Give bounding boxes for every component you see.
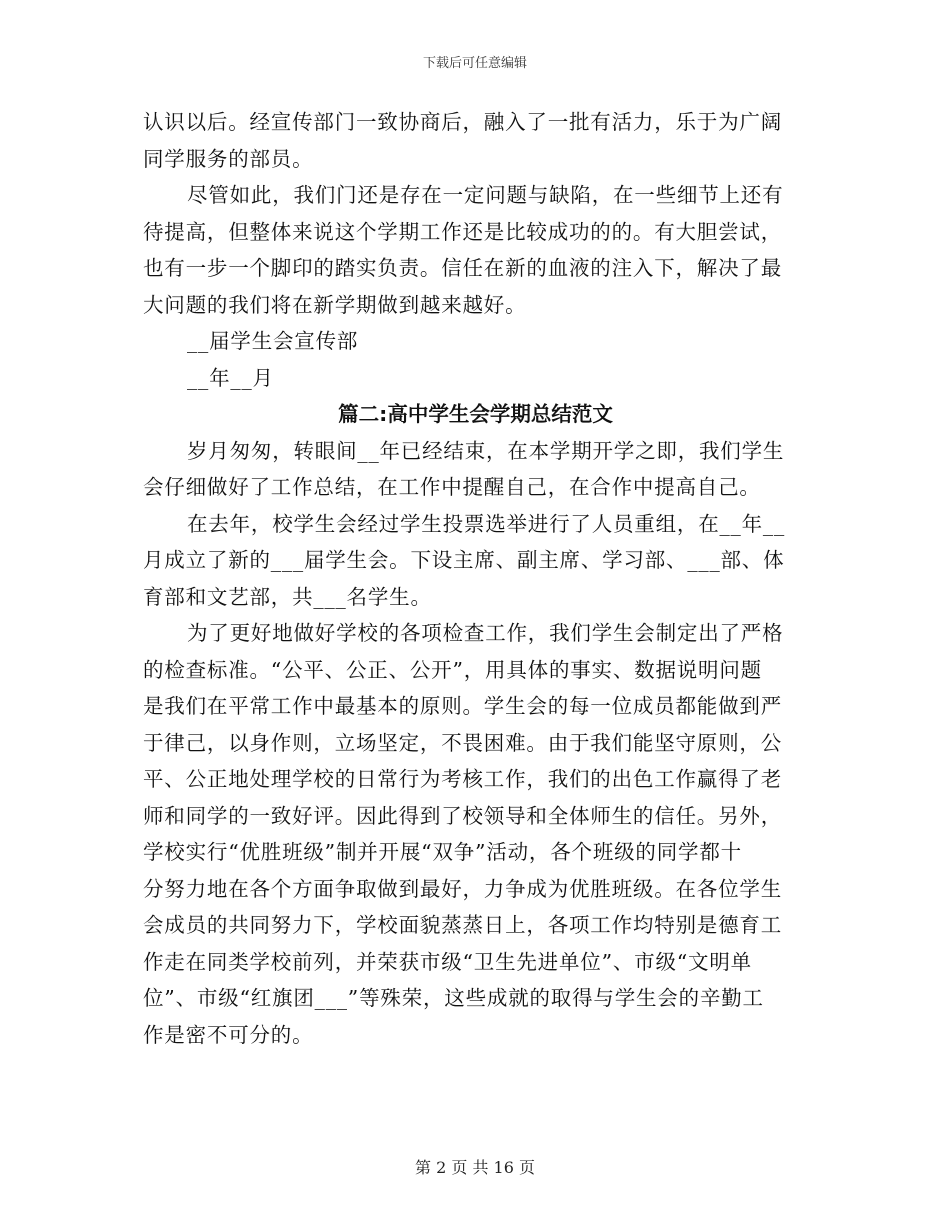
text-line: 的检查标准。“公平、公正、公开”，用具体的事实、数据说明问题 <box>143 657 762 682</box>
text-line: __届学生会宣传部 <box>187 329 359 353</box>
text-line: 育部和文艺部，共___名学生。 <box>143 584 432 609</box>
page-header: 下载后可任意编辑 <box>422 56 527 71</box>
text-line: 同学服务的部员。 <box>143 146 314 171</box>
text-line: 认识以后。经宣传部门一致协商后，融入了一批有活力，乐于为广阔 <box>143 110 782 134</box>
paragraph-block-1 <box>143 104 808 396</box>
text-line: 会仔细做好了工作总结，在工作中提醒自己，在合作中提高自己。 <box>143 475 761 499</box>
text-line: 作走在同类学校前列，并荣获市级“卫生先进单位”、市级“文明单 <box>143 949 752 974</box>
text-line: 位”、市级“红旗团___”等殊荣，这些成就的取得与学生会的辛勤工 <box>143 986 764 1010</box>
text-line: 作是密不可分的。 <box>143 1022 314 1047</box>
text-line: 待提高，但整体来说这个学期工作还是比较成功的的。有大胆尝试， <box>143 219 782 244</box>
text-line: 尽管如此，我们门还是存在一定问题与缺陷，在一些细节上还有 <box>187 183 784 207</box>
text-line: 是我们在平常工作中最基本的原则。学生会的每一位成员都能做到严 <box>143 694 782 718</box>
text-line: 会成员的共同努力下，学校面貌蒸蒸日上，各项工作均特别是德育工 <box>143 913 782 937</box>
text-line: 月成立了新的___届学生会。下设主席、副主席、学习部、___部、体 <box>143 548 785 572</box>
text-line: 于律己，以身作则，立场坚定，不畏困难。由于我们能坚守原则，公 <box>143 730 782 755</box>
text-line: 分努力地在各个方面争取做到最好，力争成为优胜班级。在各位学生 <box>143 876 782 901</box>
text-line: __年__月 <box>187 365 274 390</box>
page-footer: 第 2 页 共 16 页 <box>415 1158 535 1177</box>
text-line: 师和同学的一致好评。因此得到了校领导和全体师生的信任。另外， <box>143 803 782 828</box>
document-body <box>143 104 808 1053</box>
text-line: 大问题的我们将在新学期做到越来越好。 <box>143 292 527 317</box>
text-line: 岁月匆匆，转眼间__年已经结束，在本学期开学之即，我们学生 <box>187 438 785 463</box>
section-title: 篇二:高中学生会学期总结范文 <box>338 402 613 426</box>
text-line: 平、公正地处理学校的日常行为考核工作，我们的出色工作赢得了老 <box>143 767 782 791</box>
text-line: 也有一步一个脚印的踏实负责。信任在新的血液的注入下，解决了最 <box>143 256 782 280</box>
text-line: 学校实行“优胜班级”制并开展“双争”活动，各个班级的同学都十 <box>143 840 742 864</box>
text-line: 在去年，校学生会经过学生投票选举进行了人员重组，在__年__ <box>187 511 785 536</box>
paragraph-block-2 <box>143 433 808 1054</box>
text-line: 为了更好地做好学校的各项检查工作，我们学生会制定出了严格 <box>187 621 784 645</box>
